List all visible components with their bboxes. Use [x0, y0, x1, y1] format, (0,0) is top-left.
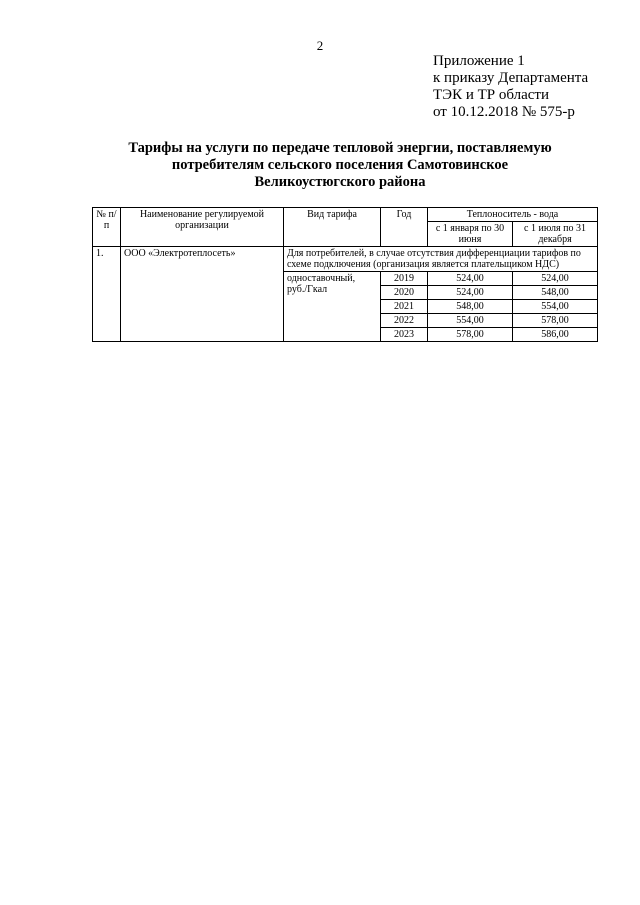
header-first-half: с 1 января по 30 июня — [428, 222, 513, 247]
year-cell: 2023 — [381, 328, 428, 342]
year-cell: 2019 — [381, 272, 428, 286]
appendix-block — [433, 53, 588, 121]
header-type: Вид тарифа — [284, 208, 381, 247]
appendix-line-2: к приказу Департамента — [433, 70, 589, 86]
year-cell: 2021 — [381, 300, 428, 314]
table-row — [93, 247, 598, 272]
title-line-3: Великоустюгского района — [254, 174, 426, 190]
title-line-2: потребителям сельского поселения Самотовинское — [171, 157, 509, 173]
tariff-type: одноставочный, руб./Гкал — [284, 272, 381, 342]
value-first-half: 578,00 — [428, 328, 513, 342]
header-carrier: Теплоноситель - вода — [428, 208, 598, 222]
header-num: № п/п — [93, 208, 121, 247]
value-second-half: 548,00 — [513, 286, 598, 300]
row-number: 1. — [93, 247, 121, 342]
value-second-half: 524,00 — [513, 272, 598, 286]
group-note: Для потребителей, в случае отсутствия дифференциации тарифов по схеме подключения (организация является плательщиком НДС) — [284, 247, 598, 272]
value-first-half: 548,00 — [428, 300, 513, 314]
appendix-line-4: от 10.12.2018 № 575-р — [433, 104, 575, 120]
year-cell: 2020 — [381, 286, 428, 300]
page-number: 2 — [316, 38, 324, 53]
tariff-table — [92, 207, 598, 342]
value-first-half: 524,00 — [428, 286, 513, 300]
value-first-half: 554,00 — [428, 314, 513, 328]
value-first-half: 524,00 — [428, 272, 513, 286]
year-cell: 2022 — [381, 314, 428, 328]
header-org: Наименование регулируемой организации — [121, 208, 284, 247]
title-line-1: Тарифы на услуги по передаче тепловой энергии, поставляемую — [128, 140, 552, 156]
value-second-half: 554,00 — [513, 300, 598, 314]
header-second-half: с 1 июля по 31 декабря — [513, 222, 598, 247]
value-second-half: 578,00 — [513, 314, 598, 328]
header-year: Год — [381, 208, 428, 247]
table-header-row — [93, 208, 598, 222]
value-second-half: 586,00 — [513, 328, 598, 342]
org-name: ООО «Электротеплосеть» — [121, 247, 284, 342]
appendix-line-3: ТЭК и ТР области — [433, 87, 549, 103]
document-title — [80, 140, 600, 191]
appendix-line-1: Приложение 1 — [433, 53, 525, 69]
